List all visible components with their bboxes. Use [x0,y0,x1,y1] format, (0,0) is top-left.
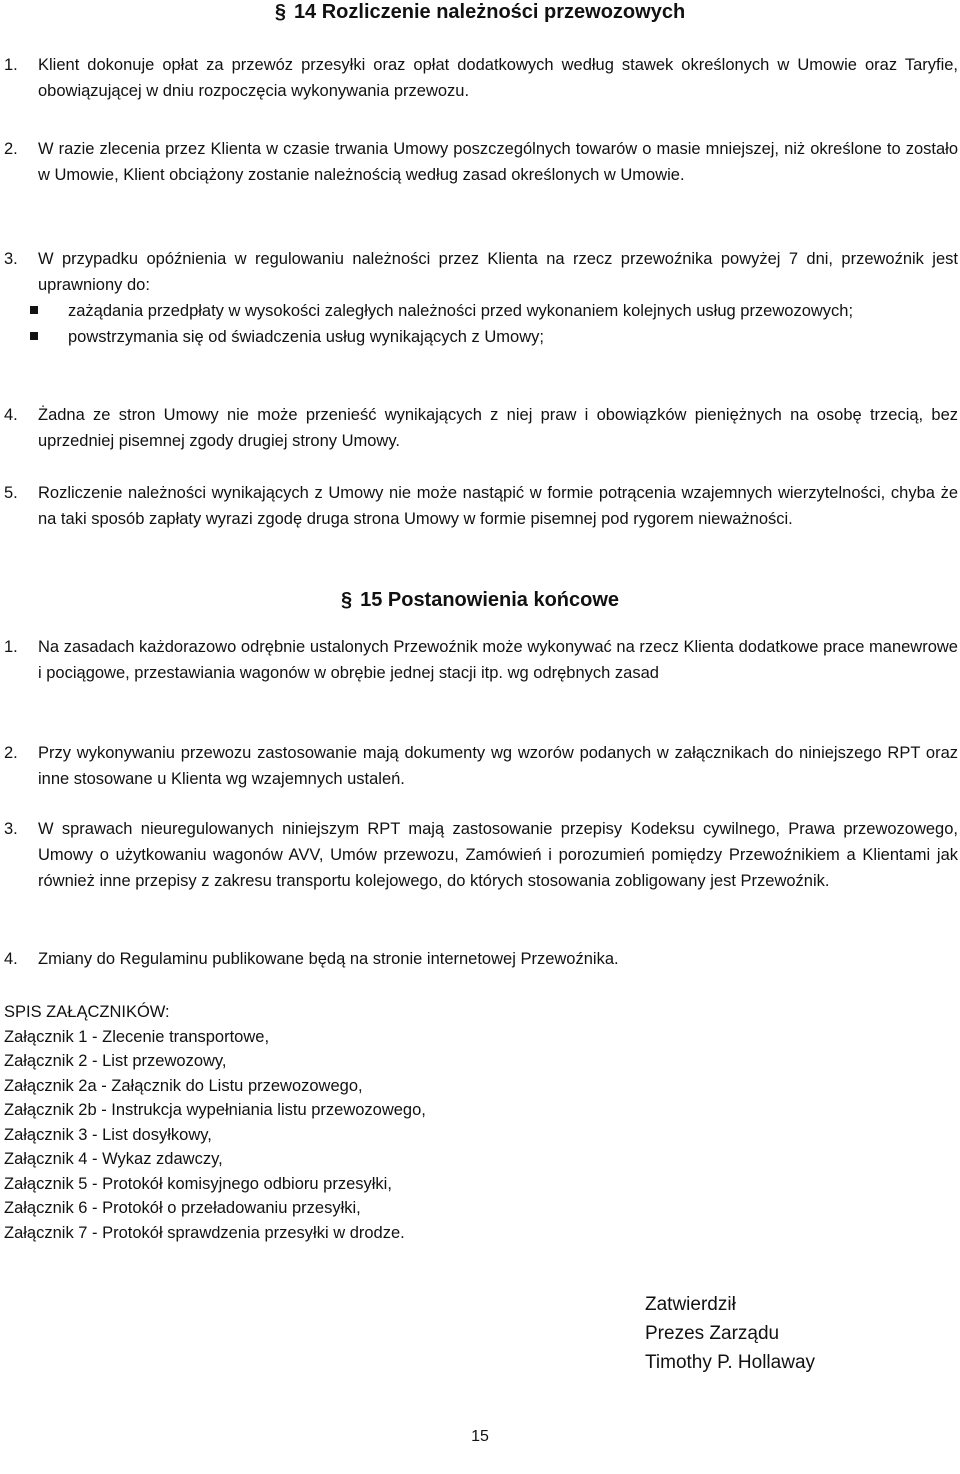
attachment-item: Załącznik 3 - List dosyłkowy, [4,1125,212,1144]
section-mark: § [274,1,286,23]
list-item [4,298,958,324]
item-number: 4. [4,406,18,424]
item-text: W razie zlecenia przez Klienta w czasie trwania Umowy poszczególnych towarów o masie mniejszej, niż określone to zostało w Umowie, Klient obciążony zostanie należnością według zasad określonych w Umowie. [38,140,958,184]
item-number: 4. [4,950,18,968]
item-text: Zmiany do Regulaminu publikowane będą na stronie internetowej Przewoźnika. [38,950,619,968]
bullet-text: zażądania przedpłaty w wysokości zaległych należności przed wykonaniem kolejnych usług przewozowych; [68,302,854,320]
section-15-item-3 [4,816,958,894]
item-text: W przypadku opóźnienia w regulowaniu należności przez Klienta na rzecz przewoźnika powyżej 7 dni, przewoźnik jest uprawniony do: [38,250,958,294]
section-15-item-1 [4,634,958,686]
attachment-item: Załącznik 1 - Zlecenie transportowe, [4,1027,270,1046]
section-15-item-4 [4,946,958,972]
section-14-item-1 [4,52,958,104]
attachment-item: Załącznik 7 - Protokół sprawdzenia przesyłki w drodze. [4,1223,405,1242]
attachments-list [4,1000,426,1245]
section-mark: § [340,589,353,611]
section-14-item-3 [4,246,958,350]
attachment-item: Załącznik 4 - Wykaz zdawczy, [4,1150,223,1168]
square-bullet-icon [30,306,38,314]
item-text: Rozliczenie należności wynikających z Umowy nie może nastąpić w formie potrącenia wzajemnych wierzytelności, chyba że na taki sposób zapłaty wyrazi zgodę druga strona Umowy w formie pisemnej pod rygorem nieważności. [38,484,958,528]
section-14-item-5 [4,480,958,532]
signature-block [645,1290,815,1377]
attachment-item: Załącznik 5 - Protokół komisyjnego odbioru przesyłki, [4,1174,392,1193]
square-bullet-icon [30,332,38,340]
list-item [4,324,958,350]
item-text: Żadna ze stron Umowy nie może przenieść wynikających z niej praw i obowiązków pieniężnych na osobę trzecią, bez uprzedniej pisemnej zgody drugiej strony Umowy. [38,406,958,450]
bullet-list [4,298,958,350]
signature-name: Timothy P. Hollaway [645,1352,816,1373]
section-14-title: 14 Rozliczenie należności przewozowych [293,1,686,23]
section-15-title: 15 Postanowienia końcowe [360,589,620,611]
signature-position: Prezes Zarządu [645,1323,780,1344]
attachment-item: Załącznik 6 - Protokół o przeładowaniu przesyłki, [4,1199,361,1217]
item-number: 1. [4,56,18,74]
attachment-item: Załącznik 2b - Instrukcja wypełniania listu przewozowego, [4,1101,426,1119]
item-number: 5. [4,484,18,502]
section-14-heading [0,0,960,24]
item-number: 2. [4,140,18,158]
page-number: 15 [471,1428,489,1445]
signature-approved-label: Zatwierdził [645,1294,736,1315]
item-text: W sprawach nieuregulowanych niniejszym RPT mają zastosowanie przepisy Kodeksu cywilnego, Prawa przewozowego, Umowy o użytkowaniu wagonów AVV, Umów przewozu, Zamówień i porozumień pomiędzy Przewoźnikiem a Klientami jak również inne przepisy z zakresu transportu kolejowego, do których stosowania zobligowany jest Przewoźnik. [38,820,958,890]
section-15-item-2 [4,740,958,792]
item-number: 2. [4,744,18,762]
item-text: Na zasadach każdorazowo odrębnie ustalonych Przewoźnik może wykonywać na rzecz Klienta dodatkowe prace manewrowe i pociągowe, przestawiania wagonów w obrębie jednej stacji itp. wg odrębnych zasad [38,638,958,682]
section-14-item-2 [4,136,958,188]
attachments-heading: SPIS ZAŁĄCZNIKÓW: [4,1003,170,1021]
item-number: 3. [4,820,18,838]
section-15-heading [0,588,960,612]
item-text: Przy wykonywaniu przewozu zastosowanie mają dokumenty wg wzorów podanych w załącznikach do niniejszego RPT oraz inne stosowane u Klienta wg wzajemnych ustaleń. [38,744,958,788]
item-number: 3. [4,250,18,268]
section-14-item-4 [4,402,958,454]
attachment-item: Załącznik 2 - List przewozowy, [4,1052,227,1070]
item-text: Klient dokonuje opłat za przewóz przesyłki oraz opłat dodatkowych według stawek określonych w Umowie oraz Taryfie, obowiązującej w dniu rozpoczęcia wykonywania przewozu. [38,56,958,100]
bullet-text: powstrzymania się od świadczenia usług wynikających z Umowy; [68,328,544,346]
attachment-item: Załącznik 2a - Załącznik do Listu przewozowego, [4,1076,363,1095]
item-number: 1. [4,638,18,656]
